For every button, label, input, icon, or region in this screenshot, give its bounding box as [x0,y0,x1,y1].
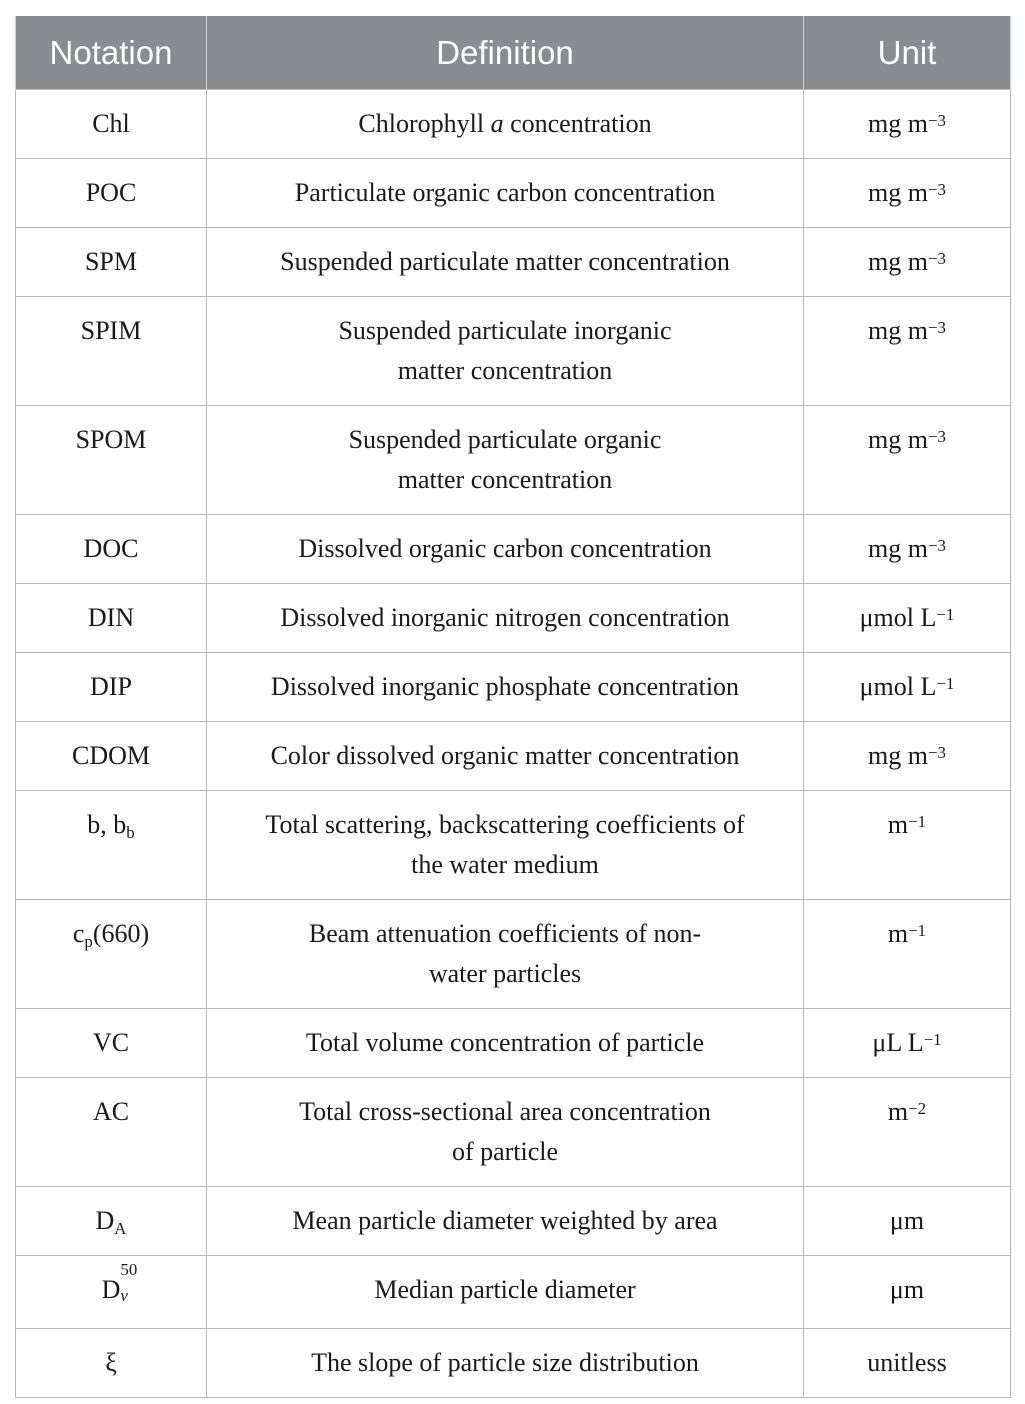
notation-cell: POC [16,159,207,228]
table-row [16,1256,1011,1329]
unit-cell: μmol $L^{-1}$ [804,653,1011,722]
table-row [16,1078,1011,1187]
definition-cell: Color dissolved organic matter concentration [207,722,804,791]
notation-cell: D 50 v [16,1256,207,1329]
table-row [16,722,1011,791]
definition-cell: Suspended particulate organic matter concentration [207,406,804,515]
unit-cell: mg $m^{-3}$ [804,406,1011,515]
table-row [16,1187,1011,1256]
unit-cell: mg $m^{-3}$ [804,159,1011,228]
header-notation: Notation [16,16,207,90]
table-row [16,159,1011,228]
unit-cell: unitless [804,1329,1011,1398]
unit-cell: μmol $L^{-1}$ [804,584,1011,653]
definition-cell: Suspended particulate matter concentration [207,228,804,297]
unit-cell: μm [804,1256,1011,1329]
header-unit: Unit [804,16,1011,90]
unit-cell: μm [804,1187,1011,1256]
table-row [16,515,1011,584]
notation-cell: $D_A$ [16,1187,207,1256]
table-row [16,584,1011,653]
unit-cell: mg $m^{-3}$ [804,297,1011,406]
unit-cell: μL $L^{-1}$ [804,1009,1011,1078]
notation-cell: DOC [16,515,207,584]
table-row [16,228,1011,297]
definition-cell: Dissolved inorganic phosphate concentration [207,653,804,722]
definition-cell: Total cross-sectional area concentration of particle [207,1078,804,1187]
unit-cell: mg $m^{-3}$ [804,90,1011,159]
unit-cell: mg $m^{-3}$ [804,228,1011,297]
table-row [16,653,1011,722]
table-row [16,297,1011,406]
notation-cell: b, $b_b$ [16,791,207,900]
notation-cell: VC [16,1009,207,1078]
notation-cell: SPOM [16,406,207,515]
unit-cell: $m^{-1}$ [804,791,1011,900]
definition-cell: Mean particle diameter weighted by area [207,1187,804,1256]
notation-cell: DIN [16,584,207,653]
unit-cell: mg $m^{-3}$ [804,515,1011,584]
table-row [16,90,1011,159]
table-row [16,900,1011,1009]
table-row [16,1009,1011,1078]
notation-cell: Chl [16,90,207,159]
notation-cell: CDOM [16,722,207,791]
header-definition: Definition [207,16,804,90]
notation-cell: SPIM [16,297,207,406]
notation-cell: $c_p(660)$ [16,900,207,1009]
notation-cell: ξ [16,1329,207,1398]
notation-cell: DIP [16,653,207,722]
definition-cell: Total scattering, backscattering coefficients of the water medium [207,791,804,900]
definition-cell: Chlorophyll a concentration [207,90,804,159]
definition-cell: Median particle diameter [207,1256,804,1329]
unit-cell: $m^{-2}$ [804,1078,1011,1187]
definition-cell: The slope of particle size distribution [207,1329,804,1398]
definition-cell: Beam attenuation coefficients of non- water particles [207,900,804,1009]
table-row [16,406,1011,515]
notation-table [15,16,1011,1398]
definition-cell: Dissolved inorganic nitrogen concentration [207,584,804,653]
notation-cell: SPM [16,228,207,297]
header-row [16,16,1011,90]
definition-cell: Dissolved organic carbon concentration [207,515,804,584]
notation-cell: AC [16,1078,207,1187]
table-row [16,1329,1011,1398]
definition-cell: Particulate organic carbon concentration [207,159,804,228]
definition-cell: Total volume concentration of particle [207,1009,804,1078]
unit-cell: mg $m^{-3}$ [804,722,1011,791]
unit-cell: $m^{-1}$ [804,900,1011,1009]
table-row [16,791,1011,900]
definition-cell: Suspended particulate inorganic matter concentration [207,297,804,406]
